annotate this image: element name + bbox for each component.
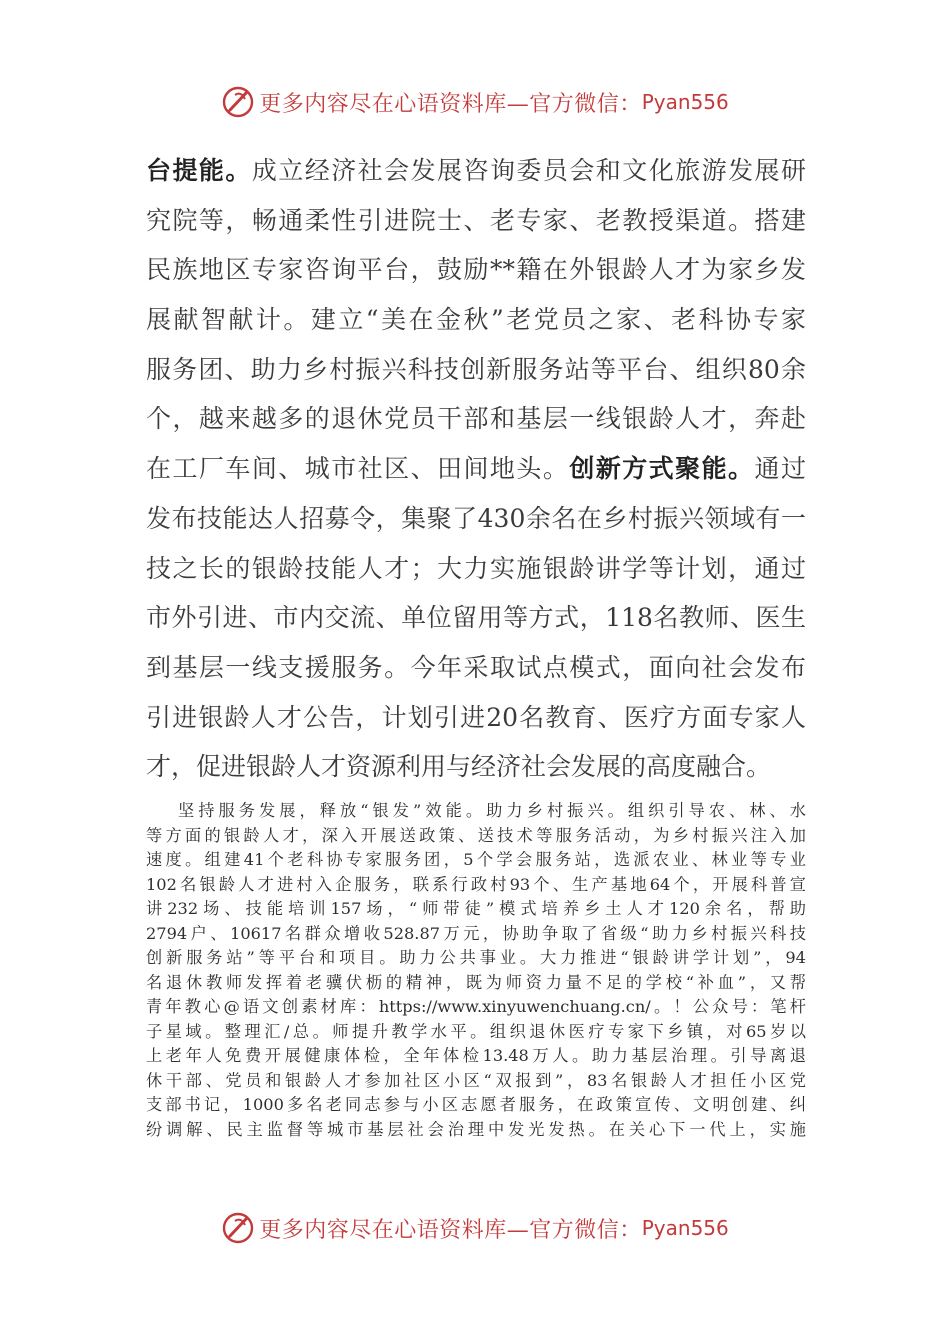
section-line: 102名银龄人才进村入企服务，联系行政村93个、生产基地64个，开展科普宣 xyxy=(146,874,806,894)
section-line: 休干部、党员和银龄人才参加社区小区“双报到”，83名银龄人才担任小区党 xyxy=(146,1070,806,1090)
section-line: 速度。组建41个老科协专家服务团，5个学会服务站，选派农业、林业等专业 xyxy=(146,850,806,869)
main-line: 民族地区专家咨询平台，鼓励**籍在外银龄人才为家乡发 xyxy=(146,255,806,285)
section-line: 讲232场、技能培训157场，“师带徒”模式培养乡土人才120余名，帮助 xyxy=(146,899,806,918)
main-line: 发布技能达人招募令，集聚了430余名在乡村振兴领域有一 xyxy=(146,503,806,533)
bold-heading: 创新方式聚能。 xyxy=(569,454,755,484)
main-line: 市外引进、市内交流、单位留用等方式，118名教师、医生 xyxy=(146,603,806,633)
section-line: 等方面的银龄人才，深入开展送政策、送技术等服务活动，为乡村振兴注入加 xyxy=(146,825,806,845)
section-line: 支部书记，1000多名老同志参与小区志愿者服务，在政策宣传、文明创建、纠 xyxy=(146,1095,806,1114)
section-line: 名退休教师发挥着老骥伏枥的精神，既为师资力量不足的学校“补血”，又帮 xyxy=(146,972,806,992)
section-line: 上老年人免费开展健康体检，全年体检13.48万人。助力基层治理。引导离退 xyxy=(146,1046,806,1065)
main-line: 到基层一线支援服务。今年采取试点模式，面向社会发布 xyxy=(146,652,806,682)
text-run: 成立经济社会发展咨询委员会和文化旅游发展研 xyxy=(251,156,806,185)
banner-text: 更多内容尽在心语资料库—官方微信： xyxy=(259,91,642,117)
wechat-id: Pyan556 xyxy=(641,1216,729,1240)
main-line: 才，促进银龄人才资源利用与经济社会发展的高度融合。 xyxy=(146,752,772,782)
text-run: 通过 xyxy=(754,454,806,484)
section-line: 2794户、10617名群众增收528.87万元，协助争取了省级“助力乡村振兴科技 xyxy=(146,923,806,943)
banner-text: 更多内容尽在心语资料库—官方微信： xyxy=(259,1217,642,1243)
main-line: 究院等，畅通柔性引进院士、老专家、老教授渠道。搭建 xyxy=(146,205,806,235)
section-line: 坚持服务发展，释放“银发”效能。助力乡村振兴。组织引导农、林、水 xyxy=(178,801,806,820)
main-line: 引进银龄人才公告，计划引进20名教育、医疗方面专家人 xyxy=(146,702,806,732)
footer-banner xyxy=(0,1208,950,1248)
main-line: 服务团、助力乡村振兴科技创新服务站等平台、组织80余 xyxy=(146,354,806,384)
wechat-id: Pyan556 xyxy=(641,90,729,114)
main-line xyxy=(146,444,806,494)
main-line: 个，越来越多的退休党员干部和基层一线银龄人才，奔赴 xyxy=(146,404,806,434)
pen-logo-icon xyxy=(221,1211,255,1245)
section-paragraph xyxy=(146,799,806,1142)
section-line: 子星域。整理汇/总。师提升教学水平。组织退休医疗专家下乡镇，对65岁以 xyxy=(146,1021,806,1041)
section-line: 纷调解、民主监督等城市基层社会治理中发光发热。在关心下一代上，实施 xyxy=(146,1119,806,1139)
bold-heading: 台提能。 xyxy=(146,156,252,185)
header-banner xyxy=(0,82,950,122)
pen-logo-icon xyxy=(221,85,255,119)
main-paragraph xyxy=(146,146,806,792)
main-line xyxy=(146,146,806,196)
text-run: 在工厂车间、城市社区、田间地头。 xyxy=(146,454,570,484)
main-line: 展献智献计。建立“美在金秋”老党员之家、老科协专家 xyxy=(146,305,806,335)
section-line: 创新服务站”等平台和项目。助力公共事业。大力推进“银龄讲学计划”，94 xyxy=(146,948,806,967)
main-line: 技之长的银龄技能人才；大力实施银龄讲学等计划，通过 xyxy=(146,553,806,583)
section-line: 青年教心@语文创素材库：https://www.xinyuwenchuang.cn/。！公众号：笔杆 xyxy=(146,997,806,1016)
